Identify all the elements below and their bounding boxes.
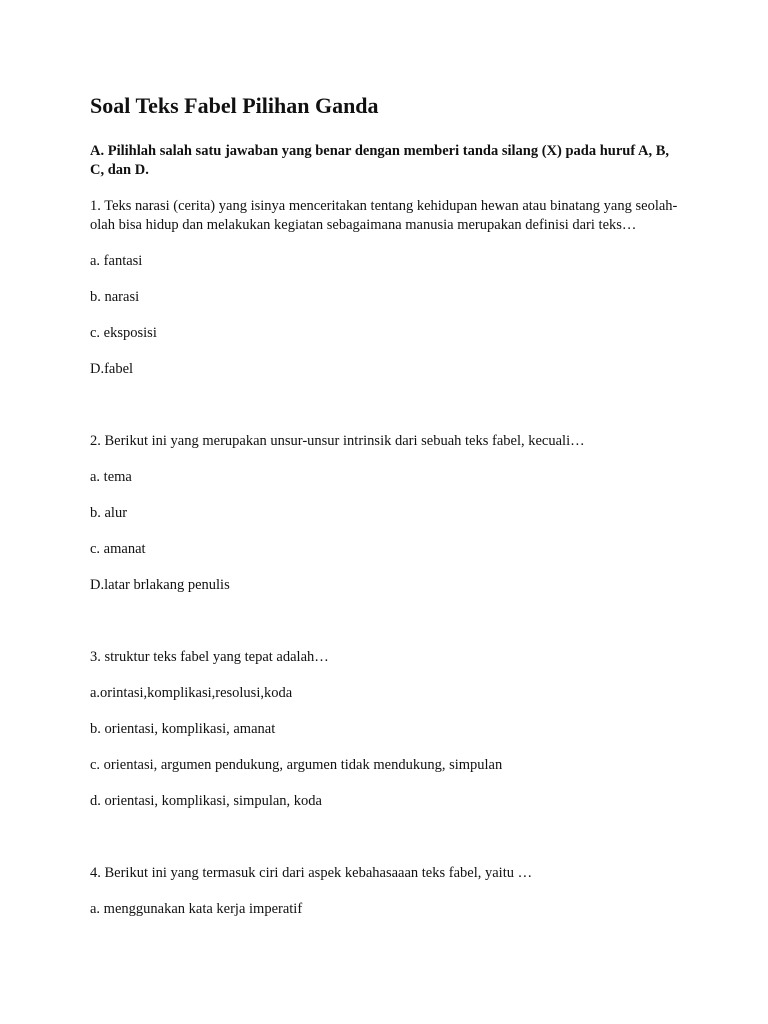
spacer <box>90 811 678 847</box>
answer-option: b. narasi <box>90 289 140 305</box>
question-text: 3. struktur teks fabel yang tepat adalah… <box>90 649 329 665</box>
question-text: 4. Berikut ini yang termasuk ciri dari aspek kebahasaaan teks fabel, yaitu … <box>90 865 533 881</box>
answer-option: a. tema <box>90 469 132 485</box>
question-4 <box>90 864 678 919</box>
answer-option: c. orientasi, argumen pendukung, argumen tidak mendukung, simpulan <box>90 757 503 773</box>
answer-option: c. amanat <box>90 541 146 557</box>
question-text: 2. Berikut ini yang merupakan unsur-unsur intrinsik dari sebuah teks fabel, kecuali… <box>90 433 585 449</box>
answer-option: a. fantasi <box>90 253 143 269</box>
answer-option: a.orintasi,komplikasi,resolusi,koda <box>90 685 293 701</box>
answer-option: d. orientasi, komplikasi, simpulan, koda <box>90 793 322 809</box>
question-2 <box>90 432 678 595</box>
answer-option: a. menggunakan kata kerja imperatif <box>90 901 303 917</box>
question-1 <box>90 197 678 379</box>
question-3 <box>90 648 678 811</box>
spacer <box>90 595 678 631</box>
instruction-text: A. Pilihlah salah satu jawaban yang benar dengan memberi tanda silang (X) pada huruf A, B, C, dan D. <box>90 143 670 178</box>
question-text: 1. Teks narasi (cerita) yang isinya menceritakan tentang kehidupan hewan atau binatang yang seolah-olah bisa hidup dan melakukan kegiatan sebagaimana manusia merupakan definisi dari teks… <box>90 198 678 233</box>
answer-option: D.latar brlakang penulis <box>90 577 230 593</box>
answer-option: b. alur <box>90 505 128 521</box>
page-title: Soal Teks Fabel Pilihan Ganda <box>90 93 379 118</box>
answer-option: D.fabel <box>90 361 134 377</box>
answer-option: c. eksposisi <box>90 325 157 341</box>
spacer <box>90 379 678 415</box>
answer-option: b. orientasi, komplikasi, amanat <box>90 721 276 737</box>
